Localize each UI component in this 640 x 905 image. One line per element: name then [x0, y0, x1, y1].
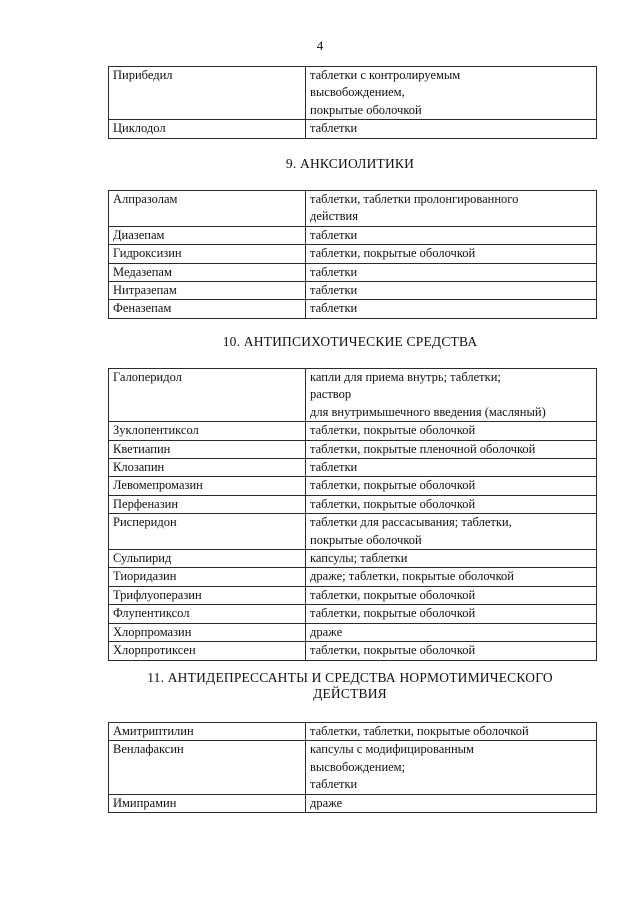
table-row [109, 642, 597, 660]
drug-form: таблетки с контролируемым высвобождением, покрытые оболочкой [306, 67, 597, 120]
drug-form: драже; таблетки, покрытые оболочкой [306, 568, 597, 586]
drug-form: таблетки, покрытые оболочкой [306, 477, 597, 495]
table-row [109, 120, 597, 138]
drug-table-antipsychotics [108, 368, 597, 661]
section-title-line: ДЕЙСТВИЯ [313, 686, 387, 701]
drug-table-antidepressants [108, 722, 597, 813]
drug-form: таблетки [306, 120, 597, 138]
drug-form: таблетки, покрытые оболочкой [306, 642, 597, 660]
drug-form: капсулы; таблетки [306, 550, 597, 568]
drug-name: Амитриптилин [109, 723, 306, 741]
drug-form: таблетки для рассасывания; таблетки, покрытые оболочкой [306, 514, 597, 550]
table-row [109, 550, 597, 568]
drug-name: Циклодол [109, 120, 306, 138]
table-row [109, 514, 597, 550]
table-row [109, 440, 597, 458]
drug-name: Клозапин [109, 459, 306, 477]
drug-name: Галоперидол [109, 369, 306, 422]
drug-name: Хлорпромазин [109, 623, 306, 641]
drug-name: Имипрамин [109, 794, 306, 812]
table-row [109, 477, 597, 495]
table-row [109, 282, 597, 300]
table-row [109, 723, 597, 741]
drug-name: Венлафаксин [109, 741, 306, 794]
drug-form: таблетки, покрытые оболочкой [306, 495, 597, 513]
drug-table-anxiolytics [108, 190, 597, 319]
drug-form: таблетки, таблетки, покрытые оболочкой [306, 723, 597, 741]
drug-form: драже [306, 794, 597, 812]
section-title-antidepressants [90, 670, 610, 702]
table-row [109, 623, 597, 641]
drug-name: Медазепам [109, 263, 306, 281]
page-number: 4 [316, 38, 324, 53]
table-row [109, 369, 597, 422]
table-row [109, 459, 597, 477]
drug-name: Сульпирид [109, 550, 306, 568]
drug-name: Нитразепам [109, 282, 306, 300]
section-title-antipsychotics: 10. АНТИПСИХОТИЧЕСКИЕ СРЕДСТВА [222, 334, 478, 349]
drug-name: Рисперидон [109, 514, 306, 550]
drug-form: таблетки [306, 282, 597, 300]
drug-name: Левомепромазин [109, 477, 306, 495]
table-row [109, 300, 597, 318]
drug-name: Флупентиксол [109, 605, 306, 623]
drug-form: таблетки, таблетки пролонгированного действия [306, 191, 597, 227]
drug-form: капли для приема внутрь; таблетки; раствор для внутримышечного введения (масляный) [306, 369, 597, 422]
table-row [109, 245, 597, 263]
drug-name: Зуклопентиксол [109, 422, 306, 440]
drug-form: таблетки [306, 226, 597, 244]
drug-form: таблетки, покрытые оболочкой [306, 605, 597, 623]
table-row [109, 263, 597, 281]
drug-form: таблетки [306, 263, 597, 281]
drug-name: Хлорпротиксен [109, 642, 306, 660]
drug-form: драже [306, 623, 597, 641]
table-row [109, 422, 597, 440]
drug-form: таблетки, покрытые оболочкой [306, 245, 597, 263]
table-row [109, 741, 597, 794]
drug-name: Гидроксизин [109, 245, 306, 263]
section-title-anxiolytics: 9. АНКСИОЛИТИКИ [285, 156, 415, 171]
drug-table-continued [108, 66, 597, 139]
table-row [109, 586, 597, 604]
drug-form: таблетки [306, 300, 597, 318]
table-row [109, 794, 597, 812]
drug-form: таблетки, покрытые оболочкой [306, 422, 597, 440]
drug-name: Перфеназин [109, 495, 306, 513]
drug-name: Тиоридазин [109, 568, 306, 586]
drug-form: таблетки, покрытые оболочкой [306, 586, 597, 604]
drug-name: Алпразолам [109, 191, 306, 227]
drug-name: Трифлуоперазин [109, 586, 306, 604]
table-row [109, 568, 597, 586]
drug-form: таблетки [306, 459, 597, 477]
drug-form: капсулы с модифицированным высвобождением; таблетки [306, 741, 597, 794]
section-title-line: 11. АНТИДЕПРЕССАНТЫ И СРЕДСТВА НОРМОТИМИЧЕСКОГО [147, 670, 553, 685]
table-row [109, 605, 597, 623]
drug-name: Кветиапин [109, 440, 306, 458]
drug-form: таблетки, покрытые пленочной оболочкой [306, 440, 597, 458]
table-row [109, 495, 597, 513]
table-row [109, 67, 597, 120]
drug-name: Диазепам [109, 226, 306, 244]
drug-name: Пирибедил [109, 67, 306, 120]
table-row [109, 226, 597, 244]
drug-name: Феназепам [109, 300, 306, 318]
table-row [109, 191, 597, 227]
